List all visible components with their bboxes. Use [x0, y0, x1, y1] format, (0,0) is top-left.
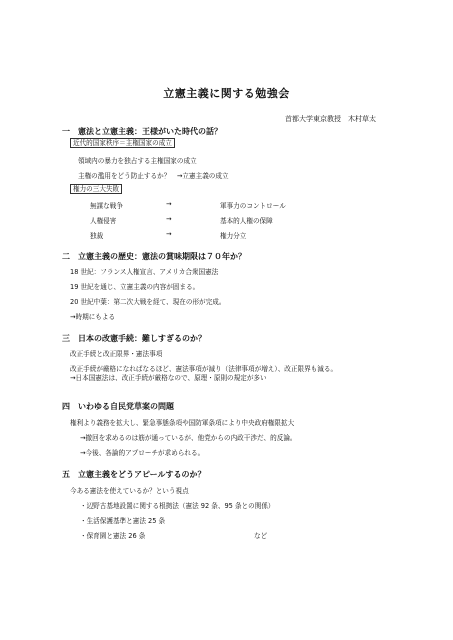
section-5-heading: 五 立憲主義をどうアピールするのか？ — [62, 470, 206, 479]
section-2-line-1: 18 世紀：フランス人権宣言、アメリカ合衆国憲法 — [70, 268, 219, 276]
failure-solution: 権力分立 — [220, 232, 247, 240]
section-1-line-1: 近代的国家秩序＝主権国家の成立 — [70, 139, 175, 148]
section-5-line-3: ・生活保護基準と憲法 25 条 — [80, 517, 166, 525]
section-2-heading: 二 立憲主義の歴史：憲法の賞味期限は７０年か？ — [62, 252, 246, 261]
failure-arrow: → — [166, 200, 172, 208]
section-1-heading: 一 憲法と立憲主義：王様がいた時代の話？ — [62, 127, 222, 136]
failure-problem: 独裁 — [90, 232, 104, 240]
section-2-line-2: 19 世紀を通じ、立憲主義の内容が固まる。 — [70, 283, 200, 291]
section-2-line-4: →時期にもよる — [70, 313, 116, 321]
section-3-line-3: →日本国憲法は、改正手続が厳格なので、原理・原則の規定が多い — [70, 374, 267, 382]
section-2-line-3: 20 世紀中葉：第二次大戦を経て、現在の形が完成。 — [70, 298, 226, 306]
failure-solution: 基本的人権の保障 — [220, 217, 273, 225]
section-3-line-1: 改正手続と改正限界・憲法事項 — [70, 350, 163, 358]
failure-problem: 人権侵害 — [90, 217, 117, 225]
section-4-line-3: →今後、各論的アプローチが求められる。 — [80, 449, 205, 457]
section-1-line-3: 主権の濫用をどう防止するか？ →立憲主義の成立 — [78, 172, 229, 180]
failure-solution: 軍事力のコントロール — [220, 202, 286, 210]
failure-problem: 無謀な戦争 — [90, 202, 123, 210]
section-3-heading: 三 日本の改憲手続：難しすぎるのか？ — [62, 334, 206, 343]
page-title: 立憲主義に関する勉強会 — [163, 87, 290, 100]
section-1-line-4: 権力の三大失敗 — [70, 185, 122, 194]
failure-arrow: → — [166, 230, 172, 238]
section-5-line-1: 今ある憲法を使えているか？という視点 — [70, 487, 189, 495]
section-4-line-1: 権利より義務を拡大し、緊急事態条項や国防軍条項により中央政府権限拡大 — [70, 419, 295, 427]
section-5-line-4: ・保育園と憲法 26 条 — [80, 532, 146, 540]
section-4-line-2: →撤回を求めるのは筋が通っているが、他党からの内政干渉だ、的反論。 — [80, 434, 297, 442]
section-4-heading: 四 いわゆる自民党草案の問題 — [62, 402, 174, 411]
section-1-line-2: 領域内の暴力を独占する主権国家の成立 — [78, 157, 197, 165]
failure-arrow: → — [166, 215, 172, 223]
section-5-line-2: ・辺野古基地設置に関する根拠法（憲法 92 条、95 条との関係） — [80, 502, 275, 510]
section-5-trailing: など — [254, 532, 268, 540]
section-3-line-2: 改正手続が厳格になればなるほど、憲法事項が減り（法律事項が増え）、改正限界も減る。 — [70, 365, 338, 373]
author-line: 首都大学東京教授 木村草太 — [285, 115, 376, 123]
